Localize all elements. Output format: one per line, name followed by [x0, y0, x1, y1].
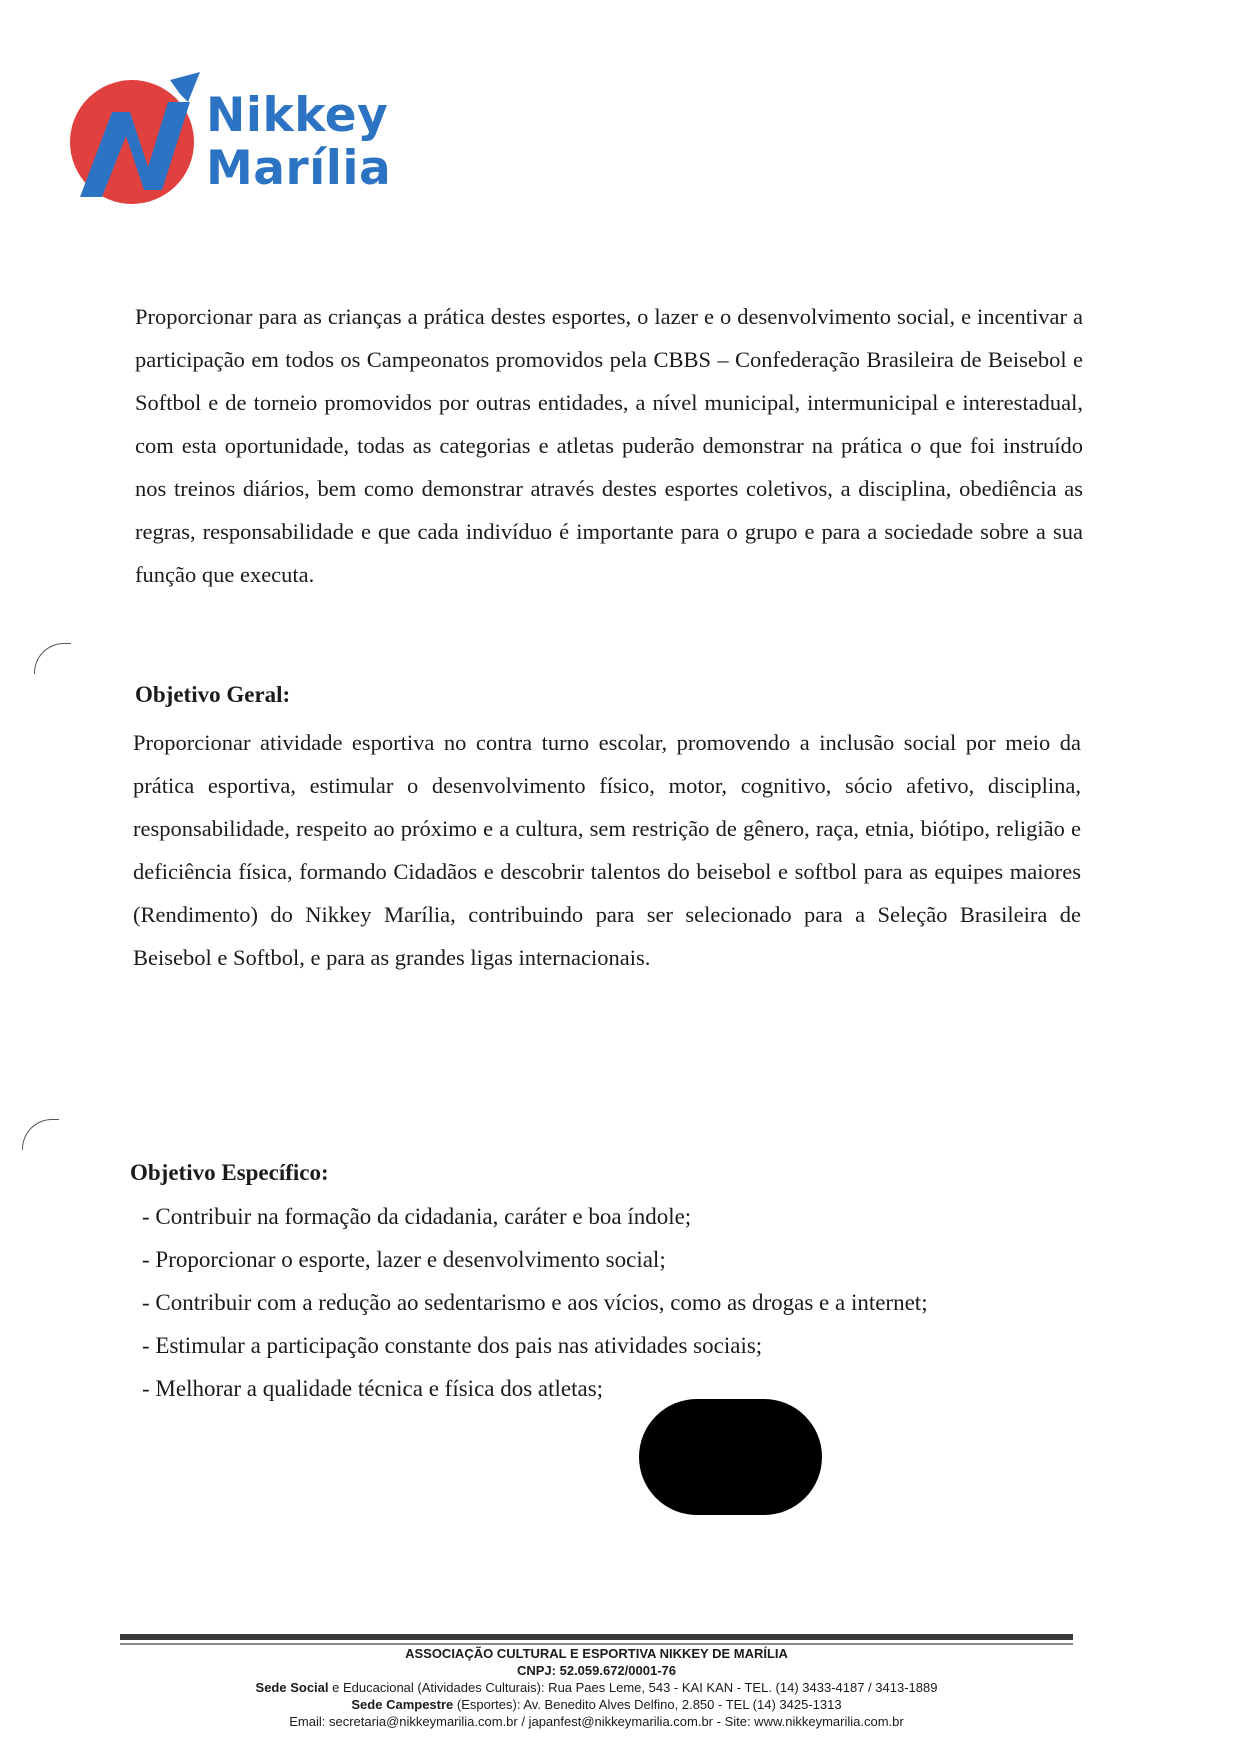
footer-contact: Email: secretaria@nikkeymarilia.com.br / japanfest@nikkeymarilia.com.br - Site: www.nikkeymarilia.com.br	[289, 1714, 904, 1729]
logo-text-nikkey: Nikkey	[206, 88, 389, 143]
footer-cnpj: CNPJ: 52.059.672/0001-76	[516, 1663, 676, 1678]
footer-divider	[120, 1634, 1073, 1640]
general-objective-paragraph: Proporcionar atividade esportiva no contra turno escolar, promovendo a inclusão social por meio da prática esportiva, estimular o desenvolvimento físico, motor, cognitivo, sócio afetivo, disciplina, responsabilidade, respeito ao próximo e a cultura, sem restrição de gênero, raça, etnia, biótipo, religião e deficiência física, formando Cidadãos e descobrir talentos do beisebol e softbol para as equipes maiores (Rendimento) do Nikkey Marília, contribuindo para ser selecionado para a Seleção Brasileira de Beisebol e Softbol, e para as grandes ligas internacionais.	[133, 730, 1081, 970]
intro-paragraph: Proporcionar para as crianças a prática destes esportes, o lazer e o desenvolvimento social, e incentivar a participação em todos os Campeonatos promovidos pela CBBS – Confederação Brasileira de Beisebol e Softbol e de torneio promovidos por outras entidades, a nível municipal, intermunicipal e interestadual, com esta oportunidade, todas as categorias e atletas puderão demonstrar na prática o que foi instruído nos treinos diários, bem como demonstrar através destes esportes coletivos, a disciplina, obediência as regras, responsabilidade e que cada indivíduo é importante para o grupo e para a sociedade sobre a sua função que executa.	[135, 304, 1083, 587]
list-item: - Contribuir na formação da cidadania, caráter e boa índole;	[142, 1204, 692, 1229]
footer-sede-campestre-label: Sede Campestre	[351, 1697, 454, 1712]
footer-sede-campestre-text: (Esportes): Av. Benedito Alves Delfino, 2.850 - TEL (14) 3425-1313	[453, 1697, 842, 1712]
scan-mark	[22, 1119, 59, 1150]
nikkey-marilia-logo	[70, 72, 390, 212]
specific-objective-heading: Objetivo Específico:	[130, 1160, 329, 1185]
list-item: - Estimular a participação constante dos pais nas atividades sociais;	[142, 1333, 763, 1358]
list-item: - Proporcionar o esporte, lazer e desenvolvimento social;	[142, 1247, 666, 1272]
footer-sede-social-label: Sede Social	[255, 1680, 329, 1695]
footer-sede-social	[120, 1679, 1073, 1696]
list-item: - Melhorar a qualidade técnica e física dos atletas;	[142, 1376, 604, 1401]
footer	[120, 1645, 1073, 1730]
footer-sede-social-text: e Educacional (Atividades Culturais): Rua Paes Leme, 543 - KAI KAN - TEL. (14) 3433-4187 / 3413-1889	[328, 1680, 938, 1695]
general-objective-heading: Objetivo Geral:	[135, 682, 291, 707]
scan-mark	[34, 643, 71, 674]
redacted-signature	[639, 1399, 822, 1515]
logo-text-marilia: Marília	[206, 141, 392, 196]
footer-org-name: ASSOCIAÇÃO CULTURAL E ESPORTIVA NIKKEY DE MARÍLIA	[405, 1646, 788, 1661]
footer-sede-campestre	[120, 1696, 1073, 1713]
list-item: - Contribuir com a redução ao sedentarismo e aos vícios, como as drogas e a internet;	[142, 1290, 928, 1315]
logo-emblem-icon	[70, 72, 210, 212]
specific-objective-list	[142, 1195, 928, 1410]
